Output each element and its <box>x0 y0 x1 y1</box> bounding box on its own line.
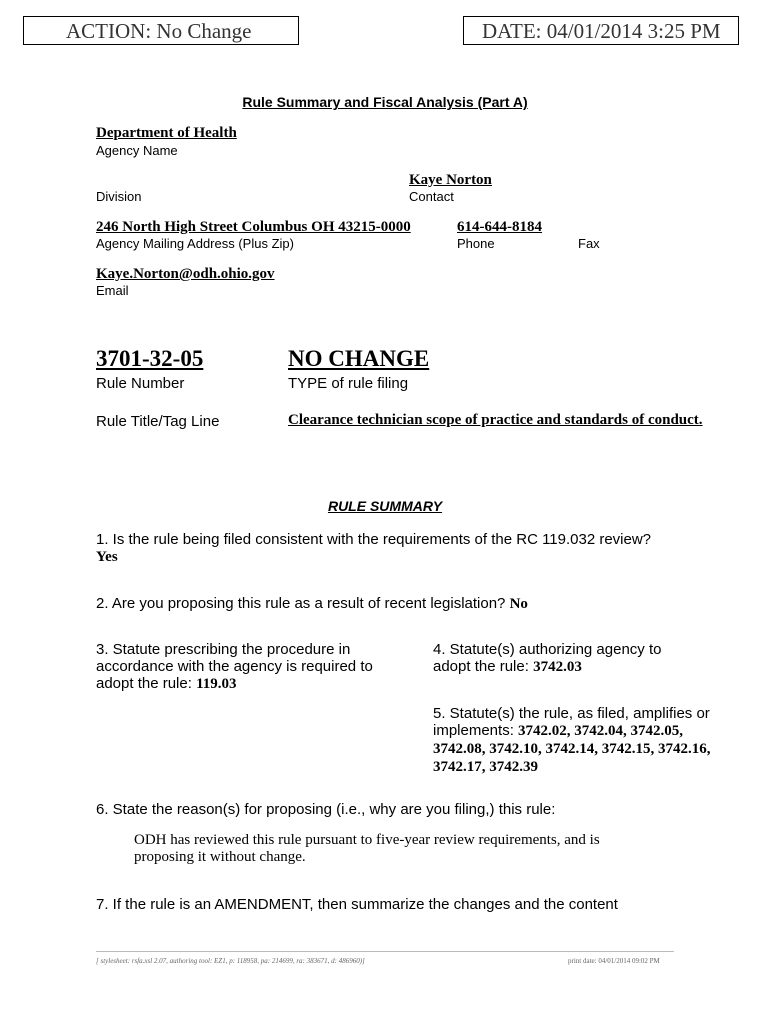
email-label: Email <box>96 283 129 298</box>
contact-value: Kaye Norton <box>409 172 492 188</box>
question-5-text: 5. Statute(s) the rule, as filed, amplifies or implements: <box>433 705 710 739</box>
answer-3: 119.03 <box>196 676 237 692</box>
footer-print-date: print date: 04/01/2014 09:02 PM <box>568 957 660 965</box>
rule-number-label: Rule Number <box>96 375 185 392</box>
question-4 <box>433 641 698 676</box>
email-value: Kaye.Norton@odh.ohio.gov <box>96 266 275 282</box>
question-7: 7. If the rule is an AMENDMENT, then summarize the changes and the content <box>96 896 618 913</box>
phone-value: 614-644-8184 <box>457 219 542 235</box>
rule-number-value: 3701-32-05 <box>96 346 204 371</box>
footer-rule <box>96 951 674 952</box>
rule-type-value: NO CHANGE <box>288 346 430 371</box>
answer-4: 3742.03 <box>533 659 582 675</box>
question-2 <box>96 595 696 613</box>
answer-2: No <box>509 596 528 612</box>
answer-6: ODH has reviewed this rule pursuant to five-year review requirements, and is proposing it without change. <box>134 832 600 865</box>
date-box <box>463 16 739 45</box>
action-text: ACTION: No Change <box>66 19 252 43</box>
answer-1: Yes <box>96 549 118 565</box>
phone-label: Phone <box>457 236 495 251</box>
question-1-text: 1. Is the rule being filed consistent with the requirements of the RC 119.032 review? <box>96 531 652 548</box>
question-1 <box>96 531 656 566</box>
date-text: DATE: 04/01/2014 3:25 PM <box>482 19 721 43</box>
question-3 <box>96 641 386 693</box>
question-3-text: 3. Statute prescribing the procedure in accordance with the agency is required to adopt the rule: <box>96 641 373 692</box>
rule-summary-heading: RULE SUMMARY <box>327 498 443 514</box>
question-6: 6. State the reason(s) for proposing (i.e., why are you filing,) this rule: <box>96 801 556 818</box>
fax-label: Fax <box>578 236 600 251</box>
agency-name-value: Department of Health <box>96 125 237 141</box>
rule-title-value: Clearance technician scope of practice and standards of conduct. <box>288 412 703 428</box>
division-label: Division <box>96 189 142 204</box>
rule-title-label: Rule Title/Tag Line <box>96 413 220 430</box>
rule-type-label: TYPE of rule filing <box>288 375 409 392</box>
answer-5: 3742.02, 3742.04, 3742.05, 3742.08, 3742.10, 3742.14, 3742.15, 3742.16, 3742.17, 3742.39 <box>433 723 711 775</box>
contact-label: Contact <box>409 189 454 204</box>
question-4-text: 4. Statute(s) authorizing agency to adopt the rule: <box>433 641 662 675</box>
footer-stylesheet: [ stylesheet: rsfa.xsl 2.07, authoring tool: EZ1, p: 118958, pa: 214699, ra: 383671, d: 486960)] <box>96 957 365 965</box>
action-box <box>23 16 299 45</box>
question-2-text: 2. Are you proposing this rule as a result of recent legislation? <box>96 595 506 612</box>
address-value: 246 North High Street Columbus OH 43215-0000 <box>96 219 411 235</box>
address-label: Agency Mailing Address (Plus Zip) <box>96 236 294 251</box>
agency-name-label: Agency Name <box>96 143 178 158</box>
page-title: Rule Summary and Fiscal Analysis (Part A) <box>242 94 528 110</box>
question-5 <box>433 705 733 776</box>
